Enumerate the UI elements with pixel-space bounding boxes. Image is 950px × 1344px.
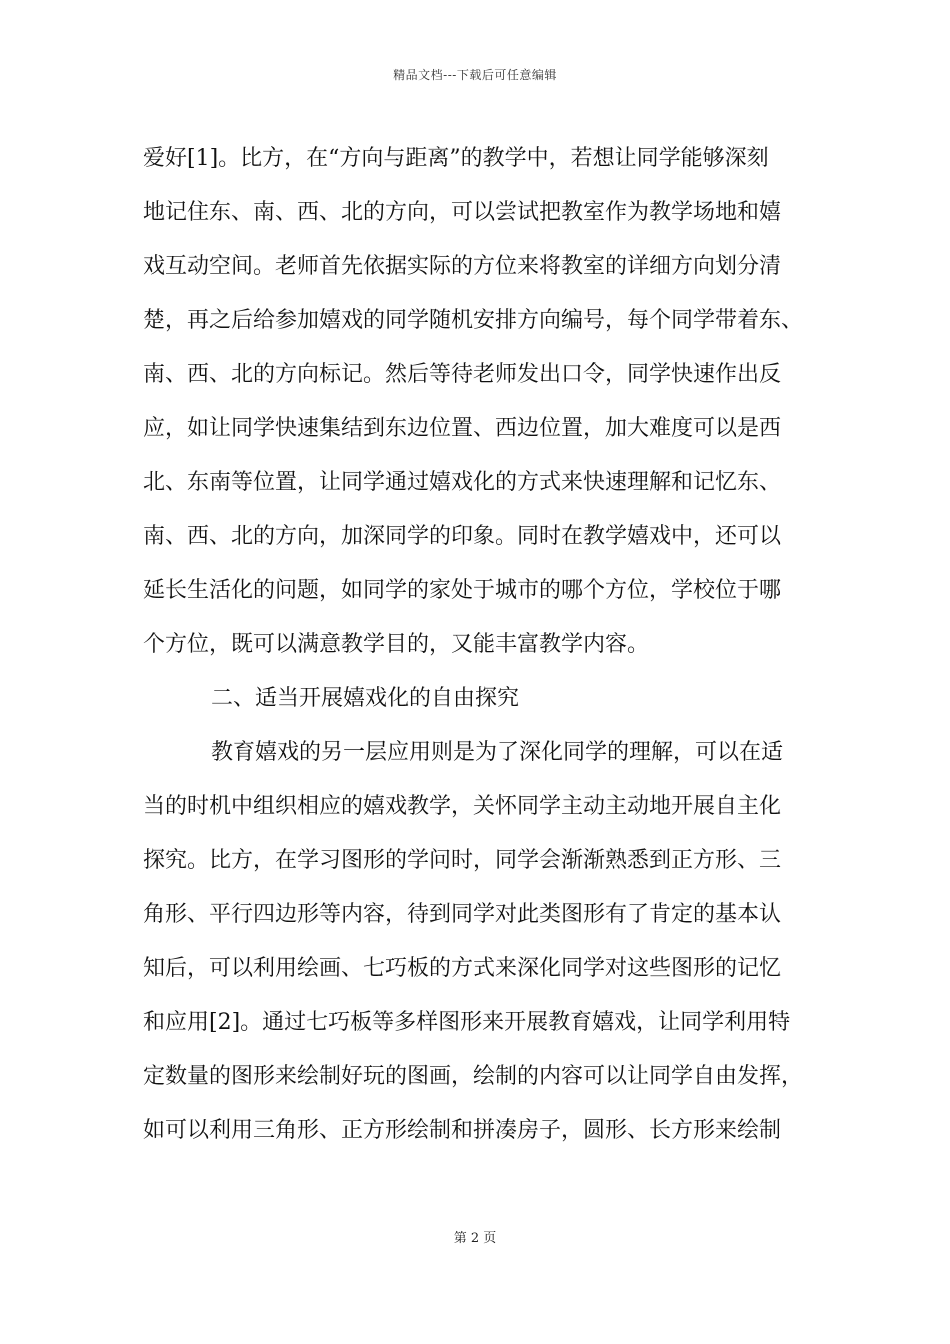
page-number: 第 2 页: [453, 1231, 497, 1246]
document-body: [143, 132, 828, 1158]
paragraph-line: 楚，再之后给参加嬉戏的同学随机安排方向编号，每个同学带着东、: [143, 308, 804, 333]
section-heading: 二、适当开展嬉戏化的自由探究: [211, 686, 520, 711]
paragraph-line: 知后，可以利用绘画、七巧板的方式来深化同学对这些图形的记忆: [143, 956, 782, 981]
paragraph-line: 南、西、北的方向，加深同学的印象。同时在教学嬉戏中，还可以: [143, 524, 782, 549]
paragraph-line: 延长生活化的问题，如同学的家处于城市的哪个方位，学校位于哪: [143, 578, 782, 603]
paragraph-line: 个方位，既可以满意教学目的，又能丰富教学内容。: [143, 632, 650, 657]
paragraph-line: 戏互动空间。老师首先依据实际的方位来将教室的详细方向划分清: [143, 254, 782, 279]
paragraph-line: 当的时机中组织相应的嬉戏教学，关怀同学主动主动地开展自主化: [143, 794, 782, 819]
paragraph-line: 爱好[1]。比方，在“方向与距离”的教学中，若想让同学能够深刻: [143, 146, 769, 171]
paragraph-line: 如可以利用三角形、正方形绘制和拼凑房子，圆形、长方形来绘制: [143, 1118, 782, 1143]
paragraph-line: 教育嬉戏的另一层应用则是为了深化同学的理解，可以在适: [211, 740, 784, 765]
paragraph-line: 应，如让同学快速集结到东边位置、西边位置，加大难度可以是西: [143, 416, 782, 441]
paragraph-line: 探究。比方，在学习图形的学问时，同学会渐渐熟悉到正方形、三: [143, 848, 782, 873]
paragraph-line: 北、东南等位置，让同学通过嬉戏化的方式来快速理解和记忆东、: [143, 470, 782, 495]
paragraph-line: 和应用[2]。通过七巧板等多样图形来开展教育嬉戏，让同学利用特: [143, 1010, 791, 1035]
page-header: 精品文档---下载后可任意编辑: [393, 68, 557, 82]
paragraph-line: 角形、平行四边形等内容，待到同学对此类图形有了肯定的基本认: [143, 902, 782, 927]
paragraph-line: 南、西、北的方向标记。然后等待老师发出口令，同学快速作出反: [143, 362, 782, 387]
paragraph-line: 定数量的图形来绘制好玩的图画，绘制的内容可以让同学自由发挥，: [143, 1064, 804, 1089]
paragraph-line: 地记住东、南、西、北的方向，可以尝试把教室作为教学场地和嬉: [143, 200, 782, 225]
